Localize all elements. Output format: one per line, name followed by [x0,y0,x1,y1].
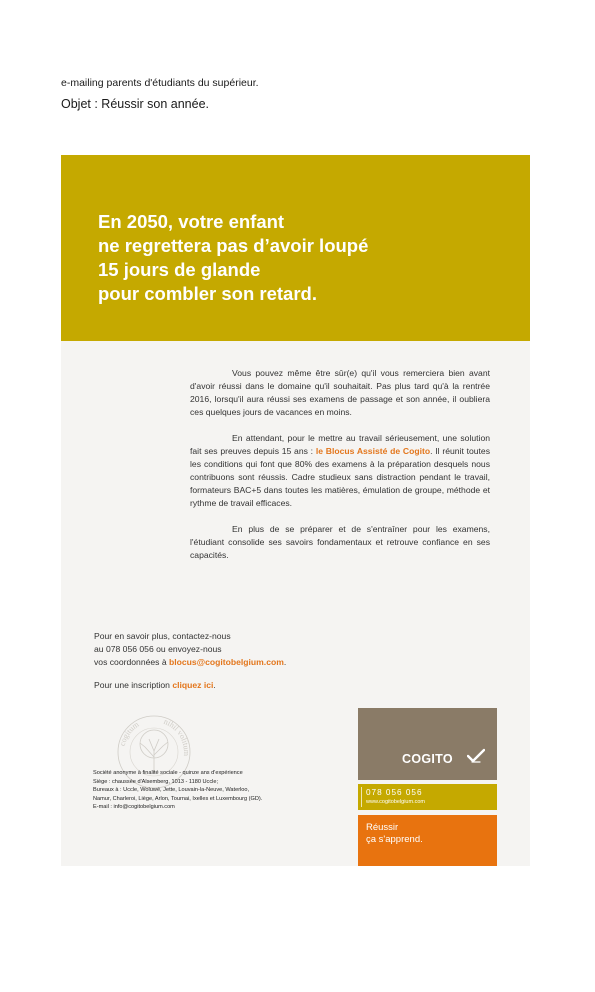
legal-info [93,769,262,812]
headline-line-1: En 2050, votre enfant [98,211,285,232]
cogito-logo-text: COGITO [402,752,453,766]
email-subject: Objet : Réussir son année. [61,97,209,111]
website-url: www.cogitobelgium.com [366,799,425,805]
legal-line-5: E-mail : info@cogitobelgium.com [93,804,175,811]
inscription-line [94,680,216,690]
body-p2-after: . Il réunit toutes les conditions qui font que 80% des examens à la préparation desquels nous contribuons sont réussis. Cadre studieux sans distraction pendant le travail, formateurs BAC+5 dans toutes les matières, émulation de groupe, méthode et rythme de travail efficaces. [190,446,490,508]
body-paragraph-2 [190,432,490,510]
headline-line-4: pour combler son retard. [98,283,317,304]
inscription-prefix: Pour une inscription [94,680,173,690]
slogan-box [358,815,497,866]
legal-line-3: Bureaux à : Uccle, Woluwé, Jette, Louvain-la-Neuve, Waterloo, [93,787,250,794]
contact-line-3-prefix: vos coordonnées à [94,656,170,667]
body-text [190,367,490,575]
headline-banner [61,155,530,341]
contact-line-3-suffix: . [283,656,287,667]
email-type-label: e-mailing parents d'étudiants du supérieur. [61,77,259,89]
checkmark-icon [467,748,485,764]
body-p2-before: En attendant, pour le mettre au travail sérieusement, une solution fait ses preuves depuis 15 ans : [190,433,490,456]
contact-line-2: au 078 056 056 ou envoyez-nous [94,643,222,654]
phone-box [358,784,497,810]
phone-divider [361,787,362,807]
phone-number: 078 056 056 [366,788,423,797]
svg-text:cogitum [118,719,141,746]
contact-line-1: Pour en savoir plus, contactez-nous [94,631,231,641]
headline [98,210,368,306]
seal-text-left: cogitum [117,719,141,747]
inscription-link[interactable]: cliquez ici [172,680,214,690]
inscription-suffix: . [213,680,216,690]
contact-line-3 [94,656,286,669]
contact-block [94,630,286,668]
headline-line-3: 15 jours de glande [98,259,261,280]
slogan-line-1: Réussir [366,822,399,833]
cogito-logo-box [358,708,497,780]
legal-line-2: Siège : chaussée d'Alsemberg, 1013 - 1180 Uccle; [93,778,219,785]
body-paragraph-3: En plus de se préparer et de s'entraîner pour les examens, l'étudiant consolide ses savoirs fondamentaux et retrouve confiance en ses capacités. [190,524,490,560]
blocus-highlight: le Blocus Assisté de Cogito [315,446,431,456]
email-link[interactable]: blocus@cogitobelgium.com [169,656,284,667]
email-card [61,155,530,866]
legal-line-4: Namur, Charleroi, Liège, Arlon, Tournai, Ixelles et Luxembourg (GD). [93,795,263,802]
slogan-line-2: ça s'apprend. [366,834,423,845]
legal-line-1: Société anonyme à finalité sociale - quinze ans d'expérience [93,770,243,776]
headline-line-2: ne regrettera pas d’avoir loupé [98,235,369,256]
slogan [366,822,423,846]
seal-text-right: nihil volitum [162,716,192,757]
body-paragraph-1: Vous pouvez même être sûr(e) qu'il vous remerciera bien avant d'avoir réussi dans le domaine qu'il souhaitait. Pas plus tard qu'à la rentrée 2016, lorsqu'il aura réussi ses examens de passage et son année, il oubliera ces quelques jours de vacances en moins. [190,368,490,417]
